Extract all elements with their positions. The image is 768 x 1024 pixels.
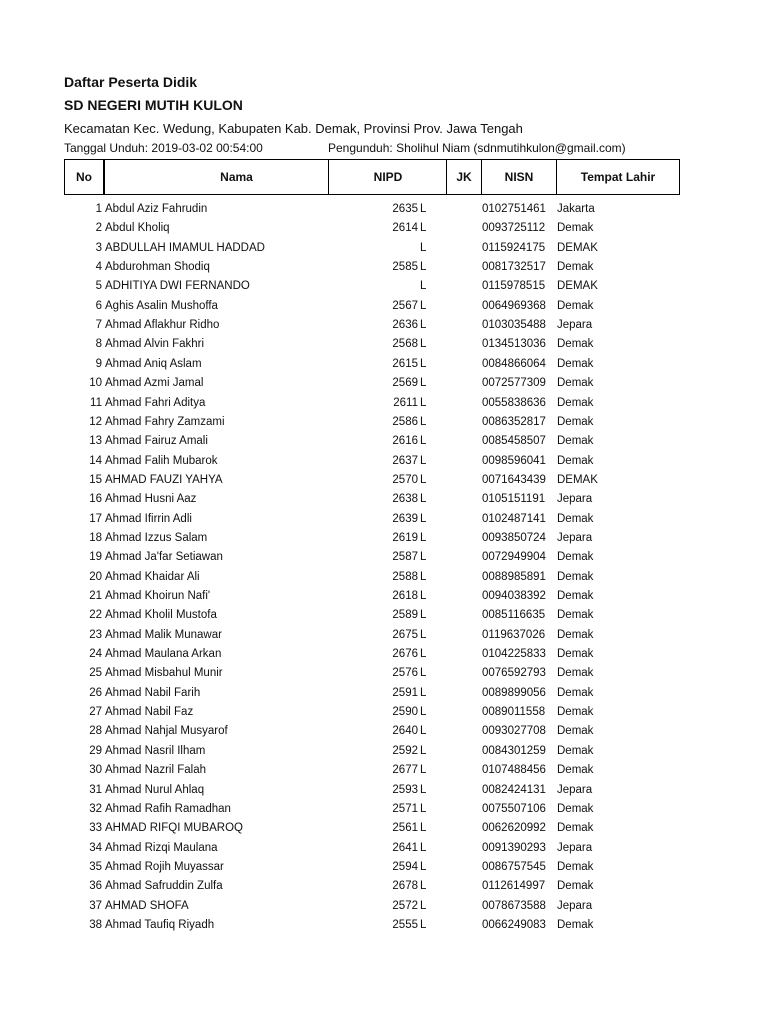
cell-nama: Ahmad Nasril Ilham xyxy=(105,744,206,757)
table-row xyxy=(0,877,768,896)
cell-nisn: 0081732517 xyxy=(482,261,546,274)
school-name: SD NEGERI MUTIH KULON xyxy=(64,97,243,113)
table-row xyxy=(0,897,768,916)
table-row xyxy=(0,297,768,316)
cell-nama: Ahmad Fahri Aditya xyxy=(105,396,206,409)
cell-no: 14 xyxy=(89,454,102,467)
cell-nipd: 2677 xyxy=(392,764,418,777)
cell-tempat-lahir: Demak xyxy=(557,822,594,835)
cell-no: 30 xyxy=(89,764,102,777)
cell-nama: Ahmad Taufiq Riyadh xyxy=(105,918,215,931)
cell-nipd: 2614 xyxy=(392,222,418,235)
cell-nipd: 2678 xyxy=(392,880,418,893)
cell-no: 31 xyxy=(89,783,102,796)
cell-nisn: 0093725112 xyxy=(482,222,546,235)
cell-nama: Ahmad Husni Aaz xyxy=(105,493,197,506)
cell-jk: L xyxy=(420,473,427,486)
cell-nisn: 0091390293 xyxy=(482,841,546,854)
cell-nipd: 2619 xyxy=(392,531,418,544)
cell-tempat-lahir: Demak xyxy=(557,706,594,719)
cell-nipd: 2587 xyxy=(392,551,418,564)
table-row xyxy=(0,606,768,625)
cell-tempat-lahir: Demak xyxy=(557,609,594,622)
table-row xyxy=(0,277,768,296)
table-row xyxy=(0,684,768,703)
cell-nisn: 0086352817 xyxy=(482,415,546,428)
cell-tempat-lahir: DEMAK xyxy=(557,473,598,486)
cell-nama: Ahmad Fairuz Amali xyxy=(105,435,208,448)
cell-no: 24 xyxy=(89,648,102,661)
cell-nisn: 0102487141 xyxy=(482,512,546,525)
cell-no: 34 xyxy=(89,841,102,854)
cell-no: 35 xyxy=(89,860,102,873)
table-row xyxy=(0,239,768,258)
cell-nisn: 0084301259 xyxy=(482,744,546,757)
cell-no: 4 xyxy=(95,261,102,274)
table-row xyxy=(0,548,768,567)
cell-nama: Ahmad Safruddin Zulfa xyxy=(105,880,223,893)
cell-jk: L xyxy=(420,396,427,409)
cell-nipd: 2641 xyxy=(392,841,418,854)
cell-nisn: 0078673588 xyxy=(482,899,546,912)
cell-nama: Ahmad Nahjal Musyarof xyxy=(105,725,228,738)
cell-jk: L xyxy=(420,493,427,506)
cell-nipd: 2589 xyxy=(392,609,418,622)
cell-nisn: 0082424131 xyxy=(482,783,546,796)
cell-jk: L xyxy=(420,338,427,351)
cell-no: 3 xyxy=(95,241,102,254)
table-row xyxy=(0,703,768,722)
table-row xyxy=(0,626,768,645)
cell-tempat-lahir: Demak xyxy=(557,396,594,409)
cell-nisn: 0115978515 xyxy=(482,280,546,293)
cell-tempat-lahir: Demak xyxy=(557,299,594,312)
cell-no: 21 xyxy=(89,590,102,602)
cell-nipd: 2590 xyxy=(392,706,418,719)
cell-tempat-lahir: Demak xyxy=(557,764,594,777)
table-row xyxy=(0,916,768,935)
table-row xyxy=(0,800,768,819)
cell-tempat-lahir: Jepara xyxy=(557,319,593,332)
cell-nisn: 0084866064 xyxy=(482,357,546,370)
cell-jk: L xyxy=(420,667,427,680)
cell-nama: Aghis Asalin Mushoffa xyxy=(105,299,218,312)
table-row xyxy=(0,819,768,838)
cell-nisn: 0066249083 xyxy=(482,918,546,931)
table-row xyxy=(0,839,768,858)
cell-jk: L xyxy=(420,822,427,835)
cell-jk: L xyxy=(420,299,427,312)
cell-no: 19 xyxy=(89,551,102,564)
cell-nipd: 2676 xyxy=(392,648,418,661)
cell-no: 16 xyxy=(89,493,102,506)
cell-tempat-lahir: Demak xyxy=(557,686,594,699)
cell-jk: L xyxy=(420,241,427,254)
cell-nama: Abdurohman Shodiq xyxy=(105,261,210,274)
cell-no: 15 xyxy=(89,473,102,486)
cell-jk: L xyxy=(420,764,427,777)
cell-nisn: 0088985891 xyxy=(482,570,546,583)
cell-jk: L xyxy=(420,706,427,719)
cell-jk: L xyxy=(420,570,427,583)
cell-nipd: 2594 xyxy=(392,860,418,873)
cell-jk: L xyxy=(420,377,427,390)
location-line: Kecamatan Kec. Wedung, Kabupaten Kab. Demak, Provinsi Prov. Jawa Tengah xyxy=(64,121,523,136)
cell-nipd: 2568 xyxy=(392,338,418,351)
cell-no: 22 xyxy=(89,609,102,622)
cell-nipd: 2675 xyxy=(392,628,418,641)
cell-no: 11 xyxy=(90,396,102,409)
table-row xyxy=(0,335,768,354)
cell-tempat-lahir: Demak xyxy=(557,551,594,564)
cell-nipd: 2640 xyxy=(392,725,418,738)
cell-tempat-lahir: Demak xyxy=(557,357,594,370)
table-row xyxy=(0,452,768,471)
cell-nama: ABDULLAH IMAMUL HADDAD xyxy=(105,241,265,254)
cell-nisn: 0098596041 xyxy=(482,454,546,467)
table-row xyxy=(0,316,768,335)
table-row xyxy=(0,258,768,277)
column-header-nisn: NISN xyxy=(481,159,557,195)
cell-jk: L xyxy=(420,435,427,448)
column-header-jk: JK xyxy=(446,159,482,195)
cell-jk: L xyxy=(420,512,427,525)
cell-jk: L xyxy=(420,222,427,235)
cell-nipd: 2639 xyxy=(392,512,418,525)
cell-no: 27 xyxy=(89,706,102,719)
cell-jk: L xyxy=(420,319,427,332)
cell-tempat-lahir: Demak xyxy=(557,744,594,757)
cell-tempat-lahir: Demak xyxy=(557,454,594,467)
cell-nisn: 0086757545 xyxy=(482,860,546,873)
cell-no: 18 xyxy=(89,531,102,544)
table-row xyxy=(0,722,768,741)
cell-jk: L xyxy=(420,860,427,873)
cell-nisn: 0115924175 xyxy=(482,241,546,254)
cell-nama: Ahmad Ja'far Setiawan xyxy=(105,551,223,564)
cell-nisn: 0062620992 xyxy=(482,822,546,835)
cell-tempat-lahir: Jepara xyxy=(557,493,593,506)
cell-jk: L xyxy=(420,454,427,467)
cell-tempat-lahir: Demak xyxy=(557,222,594,235)
table-row xyxy=(0,432,768,451)
table-row xyxy=(0,510,768,529)
cell-tempat-lahir: Demak xyxy=(557,512,594,525)
table-row xyxy=(0,490,768,509)
cell-nama: Ahmad Falih Mubarok xyxy=(105,454,218,467)
cell-nama: Abdul Aziz Fahrudin xyxy=(105,203,208,215)
cell-nama: Ahmad Ifirrin Adli xyxy=(105,512,192,525)
table-row xyxy=(0,529,768,548)
cell-jk: L xyxy=(420,628,427,641)
cell-no: 10 xyxy=(89,377,102,390)
cell-jk: L xyxy=(420,357,427,370)
cell-nisn: 0094038392 xyxy=(482,590,546,602)
cell-nama: ADHITIYA DWI FERNANDO xyxy=(105,280,250,293)
cell-no: 33 xyxy=(89,822,102,835)
cell-no: 7 xyxy=(95,319,102,332)
cell-jk: L xyxy=(420,648,427,661)
table-row xyxy=(0,742,768,761)
table-row xyxy=(0,587,768,606)
table-row xyxy=(0,413,768,432)
cell-no: 6 xyxy=(95,299,102,312)
column-header-tempat-lahir: Tempat Lahir xyxy=(556,159,680,195)
cell-jk: L xyxy=(420,686,427,699)
cell-nama: Ahmad Rizqi Maulana xyxy=(105,841,218,854)
table-row xyxy=(0,219,768,238)
cell-nipd: 2570 xyxy=(392,473,418,486)
cell-jk: L xyxy=(420,802,427,815)
cell-nipd: 2585 xyxy=(392,261,418,274)
cell-nipd: 2586 xyxy=(392,415,418,428)
cell-nipd: 2576 xyxy=(392,667,418,680)
cell-nama: Ahmad Aniq Aslam xyxy=(105,357,202,370)
cell-nama: Abdul Kholiq xyxy=(105,222,170,235)
cell-nama: Ahmad Nurul Ahlaq xyxy=(105,783,205,796)
cell-no: 13 xyxy=(89,435,102,448)
cell-jk: L xyxy=(420,880,427,893)
cell-nipd: 2636 xyxy=(392,319,418,332)
cell-jk: L xyxy=(420,261,427,274)
cell-nisn: 0064969368 xyxy=(482,299,546,312)
cell-nipd: 2567 xyxy=(392,299,418,312)
cell-tempat-lahir: Demak xyxy=(557,377,594,390)
cell-jk: L xyxy=(420,280,427,293)
cell-tempat-lahir: Jepara xyxy=(557,899,593,912)
cell-nisn: 0085116635 xyxy=(482,609,546,622)
cell-tempat-lahir: Demak xyxy=(557,338,594,351)
cell-no: 2 xyxy=(95,222,102,235)
cell-nama: Ahmad Fahry Zamzami xyxy=(105,415,225,428)
cell-jk: L xyxy=(420,783,427,796)
cell-nisn: 0105151191 xyxy=(482,493,546,506)
table-row xyxy=(0,568,768,587)
cell-no: 25 xyxy=(89,667,102,680)
table-row xyxy=(0,471,768,490)
cell-nisn: 0089899056 xyxy=(482,686,546,699)
cell-nipd: 2571 xyxy=(392,802,418,815)
cell-no: 1 xyxy=(95,203,102,215)
cell-no: 20 xyxy=(89,570,102,583)
cell-jk: L xyxy=(420,415,427,428)
cell-nisn: 0075507106 xyxy=(482,802,546,815)
cell-tempat-lahir: DEMAK xyxy=(557,280,598,293)
cell-no: 9 xyxy=(95,357,102,370)
cell-nipd: 2616 xyxy=(392,435,418,448)
table-row xyxy=(0,664,768,683)
cell-nama: Ahmad Rafih Ramadhan xyxy=(105,802,231,815)
cell-tempat-lahir: Demak xyxy=(557,648,594,661)
cell-nama: Ahmad Misbahul Munir xyxy=(105,667,223,680)
cell-nama: Ahmad Nazril Falah xyxy=(105,764,206,777)
cell-nama: Ahmad Izzus Salam xyxy=(105,531,208,544)
cell-nama: AHMAD FAUZI YAHYA xyxy=(105,473,223,486)
cell-nisn: 0104225833 xyxy=(482,648,546,661)
cell-nisn: 0103035488 xyxy=(482,319,546,332)
cell-nipd: 2635 xyxy=(392,203,418,215)
cell-tempat-lahir: Demak xyxy=(557,415,594,428)
cell-nisn: 0093027708 xyxy=(482,725,546,738)
cell-nama: Ahmad Khaidar Ali xyxy=(105,570,200,583)
cell-tempat-lahir: Jepara xyxy=(557,841,593,854)
cell-nisn: 0102751461 xyxy=(482,203,546,215)
cell-nipd: 2637 xyxy=(392,454,418,467)
cell-no: 5 xyxy=(95,280,102,293)
cell-nisn: 0112614997 xyxy=(482,880,546,893)
table-row xyxy=(0,781,768,800)
cell-jk: L xyxy=(420,551,427,564)
cell-nama: AHMAD RIFQI MUBAROQ xyxy=(105,822,244,835)
cell-nisn: 0076592793 xyxy=(482,667,546,680)
cell-nisn: 0107488456 xyxy=(482,764,546,777)
cell-tempat-lahir: Demak xyxy=(557,880,594,893)
cell-no: 28 xyxy=(89,725,102,738)
cell-tempat-lahir: Jakarta xyxy=(557,203,595,215)
cell-no: 17 xyxy=(89,512,102,525)
table-row xyxy=(0,355,768,374)
cell-tempat-lahir: Demak xyxy=(557,628,594,641)
cell-jk: L xyxy=(420,590,427,602)
cell-nisn: 0072949904 xyxy=(482,551,546,564)
cell-nama: Ahmad Aflakhur Ridho xyxy=(105,319,220,332)
table-row xyxy=(0,374,768,393)
cell-nipd: 2615 xyxy=(392,357,418,370)
cell-nipd: 2588 xyxy=(392,570,418,583)
download-date: Tanggal Unduh: 2019-03-02 00:54:00 xyxy=(64,141,263,155)
cell-nama: Ahmad Maulana Arkan xyxy=(105,648,222,661)
cell-nisn: 0119637026 xyxy=(482,628,546,641)
cell-nisn: 0093850724 xyxy=(482,531,546,544)
cell-tempat-lahir: Demak xyxy=(557,918,594,931)
column-header-no: No xyxy=(64,159,104,195)
cell-nisn: 0089011558 xyxy=(482,706,546,719)
cell-nipd: 2618 xyxy=(392,590,418,602)
column-header-nipd: NIPD xyxy=(328,159,448,195)
cell-no: 32 xyxy=(89,802,102,815)
cell-nipd: 2638 xyxy=(392,493,418,506)
cell-nisn: 0134513036 xyxy=(482,338,546,351)
cell-jk: L xyxy=(420,744,427,757)
cell-nama: Ahmad Rojih Muyassar xyxy=(105,860,224,873)
cell-jk: L xyxy=(420,841,427,854)
cell-no: 8 xyxy=(95,338,102,351)
cell-nama: Ahmad Khoirun Nafi' xyxy=(105,590,211,602)
cell-tempat-lahir: Jepara xyxy=(557,783,593,796)
downloader-info: Pengunduh: Sholihul Niam (sdnmutihkulon@gmail.com) xyxy=(328,141,626,155)
cell-jk: L xyxy=(420,531,427,544)
cell-no: 36 xyxy=(89,880,102,893)
cell-no: 38 xyxy=(89,918,102,931)
cell-no: 29 xyxy=(89,744,102,757)
cell-nama: Ahmad Alvin Fakhri xyxy=(105,338,205,351)
table-row xyxy=(0,761,768,780)
cell-tempat-lahir: Demak xyxy=(557,667,594,680)
cell-nipd: 2591 xyxy=(392,686,418,699)
cell-nama: Ahmad Malik Munawar xyxy=(105,628,222,641)
table-row xyxy=(0,645,768,664)
cell-no: 23 xyxy=(89,628,102,641)
cell-tempat-lahir: Demak xyxy=(557,435,594,448)
table-row xyxy=(0,200,768,219)
cell-tempat-lahir: Demak xyxy=(557,860,594,873)
cell-no: 12 xyxy=(89,415,102,428)
cell-nama: Ahmad Kholil Mustofa xyxy=(105,609,217,622)
cell-jk: L xyxy=(420,899,427,912)
cell-nipd: 2593 xyxy=(392,783,418,796)
cell-nipd: 2611 xyxy=(393,396,418,409)
cell-tempat-lahir: Demak xyxy=(557,261,594,274)
cell-nipd: 2569 xyxy=(392,377,418,390)
cell-nisn: 0085458507 xyxy=(482,435,546,448)
cell-jk: L xyxy=(420,918,427,931)
cell-nama: Ahmad Azmi Jamal xyxy=(105,377,204,390)
cell-nipd: 2592 xyxy=(392,744,418,757)
cell-tempat-lahir: Demak xyxy=(557,725,594,738)
cell-nama: Ahmad Nabil Faz xyxy=(105,706,194,719)
cell-nisn: 0055838636 xyxy=(482,396,546,409)
document-title: Daftar Peserta Didik xyxy=(64,74,198,90)
cell-nipd: 2561 xyxy=(392,822,418,835)
cell-tempat-lahir: Demak xyxy=(557,802,594,815)
table-row xyxy=(0,394,768,413)
cell-tempat-lahir: Jepara xyxy=(557,531,593,544)
cell-jk: L xyxy=(420,609,427,622)
cell-nipd: 2572 xyxy=(392,899,418,912)
cell-tempat-lahir: Demak xyxy=(557,590,594,602)
cell-no: 37 xyxy=(89,899,102,912)
cell-nama: AHMAD SHOFA xyxy=(105,899,189,912)
column-header-nama: Nama xyxy=(104,159,369,195)
cell-nisn: 0072577309 xyxy=(482,377,546,390)
cell-jk: L xyxy=(420,203,427,215)
cell-nipd: 2555 xyxy=(392,918,418,931)
cell-tempat-lahir: DEMAK xyxy=(557,241,598,254)
cell-no: 26 xyxy=(89,686,102,699)
cell-nisn: 0071643439 xyxy=(482,473,546,486)
table-row xyxy=(0,858,768,877)
cell-jk: L xyxy=(420,725,427,738)
cell-tempat-lahir: Demak xyxy=(557,570,594,583)
cell-nama: Ahmad Nabil Farih xyxy=(105,686,201,699)
